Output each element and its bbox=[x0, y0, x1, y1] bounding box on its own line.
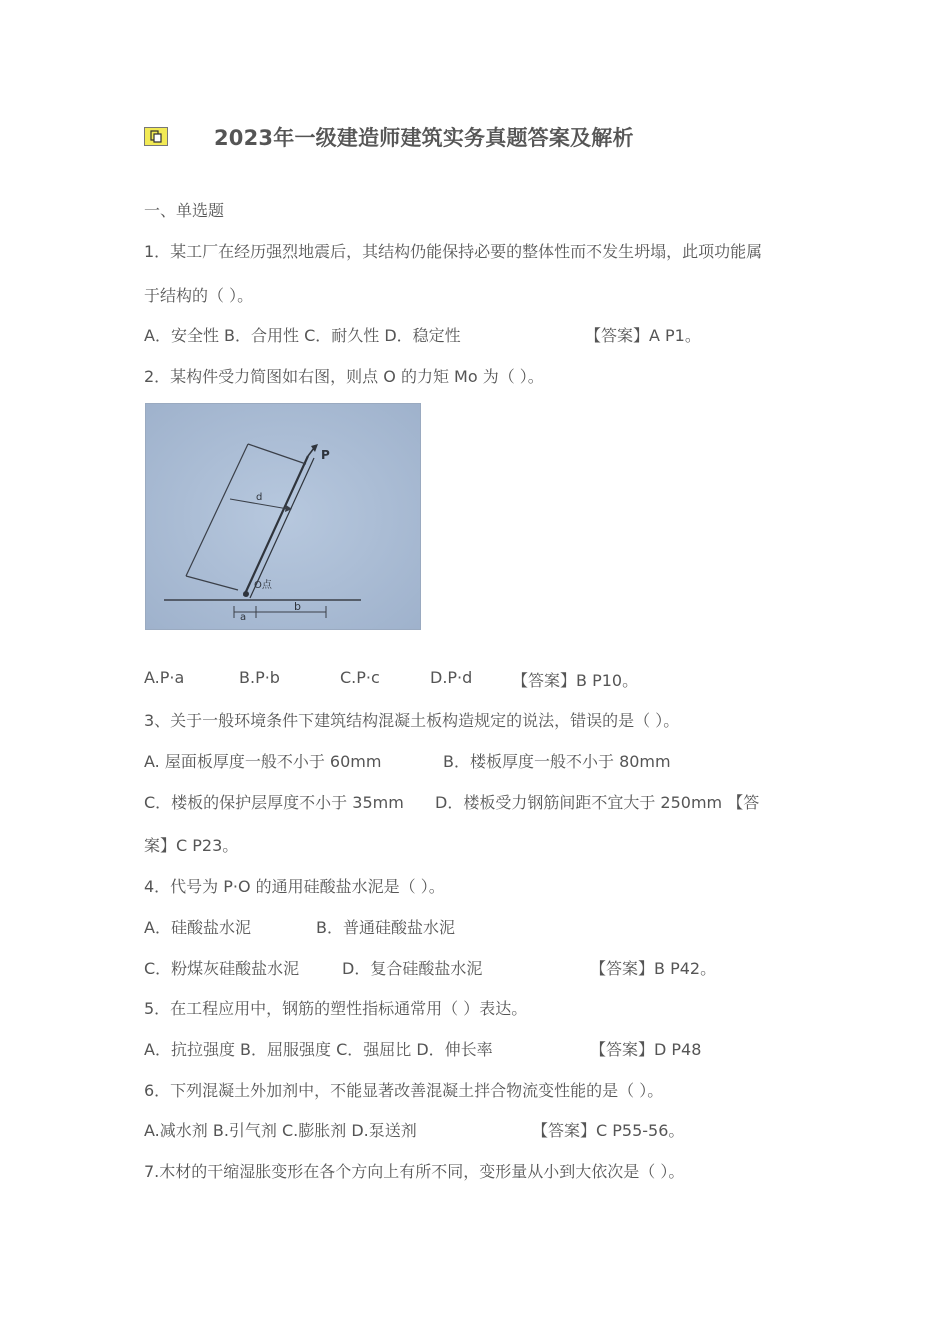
page-title: 2023年一级建造师建筑实务真题答案及解析 bbox=[214, 126, 634, 150]
label-a: a bbox=[240, 612, 247, 623]
q2-option-d: D.P·d bbox=[430, 668, 473, 687]
q5-answer: 【答案】D P48 bbox=[590, 1040, 702, 1059]
q4-option-d: D．复合硅酸盐水泥 bbox=[342, 959, 483, 978]
point-o bbox=[243, 591, 249, 597]
q3-option-a: A. 屋面板厚度一般不小于 60mm bbox=[144, 752, 382, 771]
q4-answer: 【答案】B P42。 bbox=[590, 959, 717, 978]
section-heading: 一、单选题 bbox=[144, 201, 225, 220]
q6-options: A.减水剂 B.引气剂 C.膨胀剂 D.泵送剂 bbox=[144, 1121, 417, 1140]
q1-options: A．安全性 B．合用性 C．耐久性 D．稳定性 bbox=[144, 326, 461, 345]
q1-stem-line1: 1．某工厂在经历强烈地震后，其结构仍能保持必要的整体性而不发生坍塌，此项功能属 bbox=[144, 242, 763, 261]
q4-option-c: C．粉煤灰硅酸盐水泥 bbox=[144, 959, 300, 978]
force-diagram bbox=[146, 404, 420, 629]
q2-option-c: C.P·c bbox=[340, 668, 380, 687]
q2-option-b: B.P·b bbox=[239, 668, 280, 687]
document-icon bbox=[144, 127, 168, 146]
q6-answer: 【答案】C P55-56。 bbox=[532, 1121, 685, 1140]
label-b: b bbox=[294, 600, 301, 613]
q7-stem: 7.木材的干缩湿胀变形在各个方向上有所不同，变形量从小到大依次是（ ）。 bbox=[144, 1162, 685, 1181]
label-p: P bbox=[321, 448, 330, 462]
q5-options: A．抗拉强度 B．屈服强度 C．强屈比 D．伸长率 bbox=[144, 1040, 493, 1059]
q4-stem: 4．代号为 P·O 的通用硅酸盐水泥是（ ）。 bbox=[144, 877, 445, 896]
force-diagram-figure bbox=[145, 403, 421, 630]
q3-option-d: D．楼板受力钢筋间距不宜大于 250mm 【答 bbox=[435, 793, 760, 812]
q2-stem: 2．某构件受力简图如右图，则点 O 的力矩 Mo 为（ ）。 bbox=[144, 367, 544, 386]
label-o: O点 bbox=[254, 580, 272, 591]
q2-option-a: A.P·a bbox=[144, 668, 185, 687]
q3-answer: 案】C P23。 bbox=[144, 836, 239, 855]
q3-option-c: C．楼板的保护层厚度不小于 35mm bbox=[144, 793, 404, 812]
label-d: d bbox=[256, 492, 263, 503]
q3-stem: 3、关于一般环境条件下建筑结构混凝土板构造规定的说法，错误的是（ ）。 bbox=[144, 711, 680, 730]
q4-option-b: B．普通硅酸盐水泥 bbox=[316, 918, 455, 937]
q6-stem: 6．下列混凝土外加剂中，不能显著改善混凝土拌合物流变性能的是（ ）。 bbox=[144, 1081, 664, 1100]
title-row bbox=[144, 122, 844, 156]
q2-answer: 【答案】B P10。 bbox=[512, 671, 639, 690]
q3-option-b: B．楼板厚度一般不小于 80mm bbox=[443, 752, 671, 771]
q4-option-a: A．硅酸盐水泥 bbox=[144, 918, 251, 937]
q1-answer: 【答案】A P1。 bbox=[585, 326, 701, 345]
q1-stem-line2: 于结构的（ ）。 bbox=[144, 286, 254, 305]
q5-stem: 5．在工程应用中，钢筋的塑性指标通常用（ ）表达。 bbox=[144, 999, 528, 1018]
